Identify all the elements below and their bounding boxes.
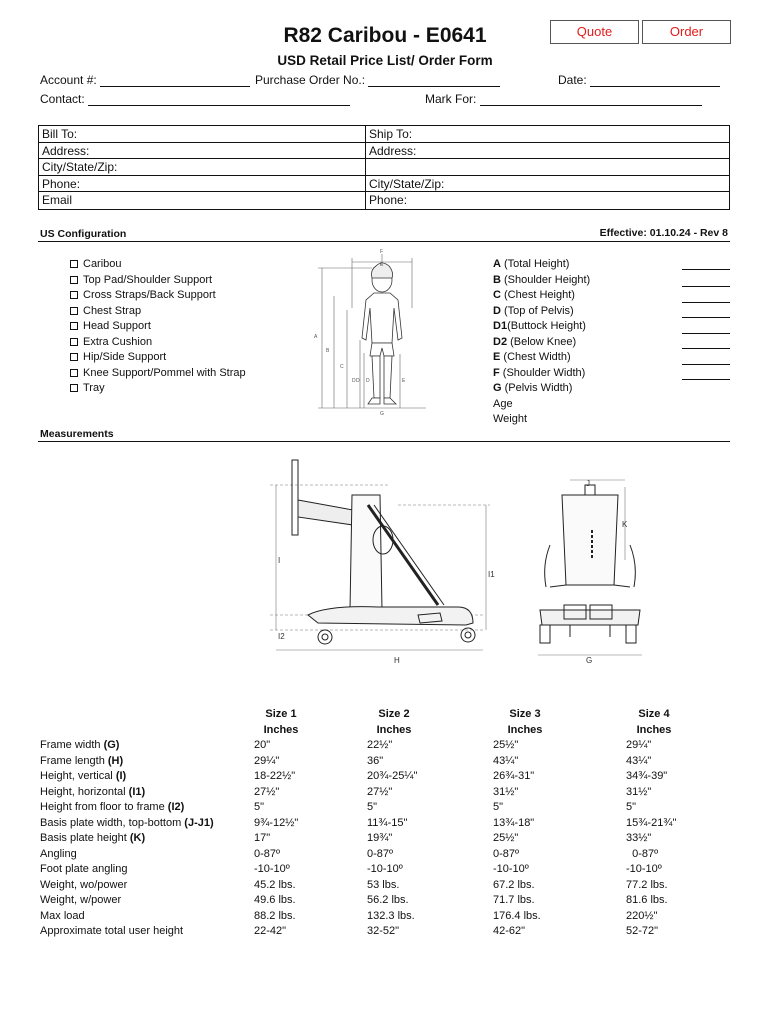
cell: 34¾-39" — [626, 770, 668, 782]
measurement-input-f[interactable] — [682, 379, 730, 380]
contact-field[interactable] — [40, 92, 350, 106]
measurement-f: F (Shoulder Width) — [493, 366, 586, 379]
cell: 9¾-12½" — [254, 816, 299, 829]
cell: 0-87º — [254, 847, 281, 860]
date-field[interactable] — [558, 73, 720, 87]
cell: 88.2 lbs. — [254, 909, 296, 922]
purchase-order-field[interactable] — [255, 73, 500, 87]
account-field[interactable] — [40, 73, 250, 87]
measurement-input-d[interactable] — [682, 317, 730, 318]
option-tray[interactable]: Tray — [70, 381, 246, 397]
cell: 0-87º — [493, 847, 520, 860]
table-row: Frame width (G) — [40, 739, 120, 751]
option-cross-straps[interactable]: Cross Straps/Back Support — [70, 288, 246, 304]
checkbox-icon[interactable] — [70, 338, 78, 346]
cell: 29¼" — [254, 754, 280, 767]
svg-text:C: C — [340, 364, 344, 370]
cell: 22-42" — [254, 925, 287, 937]
measurement-input-d2[interactable] — [682, 348, 730, 349]
bill-to-email-row[interactable]: Email — [42, 193, 73, 208]
mark-for-blank[interactable] — [480, 94, 702, 106]
configuration-heading: US Configuration — [40, 228, 127, 240]
purchase-order-label: Purchase Order No.: — [255, 73, 366, 87]
svg-text:F: F — [380, 249, 384, 255]
effective-date: Effective: 01.10.24 - Rev 8 — [599, 227, 728, 239]
measurement-d2: D2 (Below Knee) — [493, 335, 577, 348]
cell: 43¼" — [493, 754, 519, 767]
spec-labels — [40, 738, 214, 940]
svg-text:D: D — [366, 378, 370, 384]
checkbox-icon[interactable] — [70, 369, 78, 377]
cell: 49.6 lbs. — [254, 894, 296, 906]
mark-for-label: Mark For: — [425, 92, 477, 106]
account-blank[interactable] — [100, 75, 250, 87]
cell: 36" — [367, 754, 384, 767]
options-list — [70, 257, 246, 397]
cell: 13¾-18" — [493, 816, 535, 829]
cell: 56.2 lbs. — [367, 894, 409, 906]
size-3-header: Size 3 Inches — [507, 708, 543, 736]
table-row: Angling — [40, 847, 77, 860]
page-title: R82 Caribou - E0641 — [283, 24, 487, 47]
option-top-pad[interactable]: Top Pad/Shoulder Support — [70, 273, 246, 289]
divider — [38, 241, 730, 242]
cell: 43¼" — [626, 754, 652, 767]
address-table — [38, 125, 730, 210]
cell: -10-10º — [626, 863, 662, 875]
table-row: Height from floor to frame (I2) — [40, 801, 185, 813]
table-row: Max load — [40, 909, 85, 922]
cell: 22½" — [367, 739, 393, 751]
cell: 20¾-25¼" — [367, 770, 418, 782]
date-label: Date: — [558, 73, 587, 87]
ship-to-row[interactable]: Ship To: — [366, 126, 729, 143]
cell: 32-52" — [367, 925, 400, 937]
table-row: Weight, w/power — [40, 894, 122, 906]
cell: 45.2 lbs. — [254, 878, 296, 891]
size-4-values — [626, 738, 676, 940]
option-knee-support[interactable]: Knee Support/Pommel with Strap — [70, 366, 246, 382]
ship-to-phone-row[interactable]: Phone: — [369, 193, 408, 208]
cell: 29¼" — [626, 739, 652, 751]
svg-text:D: D — [356, 378, 360, 384]
table-row: Weight, wo/power — [40, 878, 128, 891]
size-1-header: Size 1 Inches — [263, 708, 299, 736]
checkbox-icon[interactable] — [70, 260, 78, 268]
cell: 17" — [254, 832, 271, 844]
contact-blank[interactable] — [88, 94, 350, 106]
option-head-support[interactable]: Head Support — [70, 319, 246, 335]
measurement-input-d1[interactable] — [682, 333, 730, 334]
option-caribou[interactable]: Caribou — [70, 257, 246, 273]
measurements-heading: Measurements — [40, 428, 114, 440]
table-row: Basis plate width, top-bottom (J-J1) — [40, 816, 214, 829]
label-i1: I1 — [488, 570, 495, 579]
order-button[interactable]: Order — [642, 20, 731, 44]
purchase-order-blank[interactable] — [368, 75, 500, 87]
cell: 31½" — [493, 785, 519, 798]
svg-text:G: G — [380, 411, 384, 417]
cell: 33½" — [626, 832, 652, 844]
bill-to-row[interactable]: Bill To: — [39, 126, 365, 143]
measurement-a: A (Total Height) — [493, 258, 570, 270]
option-chest-strap[interactable]: Chest Strap — [70, 304, 246, 320]
bill-to-city-row[interactable]: City/State/Zip: — [39, 159, 365, 176]
measurement-weight: Weight — [493, 413, 528, 425]
checkbox-icon[interactable] — [70, 384, 78, 392]
label-j: J — [586, 479, 590, 488]
option-hip-support[interactable]: Hip/Side Support — [70, 350, 246, 366]
checkbox-icon[interactable] — [70, 276, 78, 284]
cell: 18-22½" — [254, 770, 296, 782]
measurement-d1: D1(Buttock Height) — [493, 320, 586, 332]
ship-to-column — [366, 126, 729, 209]
svg-text:E: E — [380, 262, 384, 268]
cell: 0-87º — [367, 847, 394, 860]
cell: 77.2 lbs. — [626, 878, 668, 891]
svg-text:E: E — [402, 378, 406, 384]
cell: 42-62" — [493, 925, 526, 937]
cell: 27½" — [254, 785, 280, 798]
label-k: K — [622, 520, 628, 529]
cell: 53 lbs. — [367, 878, 400, 891]
cell: 26¾-31" — [493, 770, 535, 782]
cell: 15¾-21¾" — [626, 816, 677, 829]
quote-button[interactable]: Quote — [550, 20, 639, 44]
cell: 176.4 lbs. — [493, 909, 541, 922]
svg-text:B: B — [326, 348, 330, 354]
cell: 81.6 lbs. — [626, 894, 668, 906]
cell: 132.3 lbs. — [367, 909, 415, 922]
checkbox-icon[interactable] — [70, 291, 78, 299]
table-row: Approximate total user height — [40, 925, 184, 937]
cell: 0-87º — [626, 847, 659, 860]
cell: 5" — [254, 801, 265, 813]
cell: 27½" — [367, 785, 393, 798]
checkbox-icon[interactable] — [70, 307, 78, 315]
cell: 52-72" — [626, 925, 659, 937]
cell: 5" — [367, 801, 378, 813]
label-h: H — [394, 656, 400, 665]
label-i: I — [278, 556, 281, 565]
cell: 5" — [626, 801, 637, 813]
measurement-b: B (Shoulder Height) — [493, 273, 591, 286]
cell: 220½" — [626, 909, 658, 922]
measurement-input-c[interactable] — [682, 302, 730, 303]
cell: 67.2 lbs. — [493, 878, 535, 891]
cell: 25½" — [493, 739, 519, 751]
measurement-input-b[interactable] — [682, 286, 730, 287]
ship-to-city-row[interactable]: City/State/Zip: — [366, 176, 729, 193]
cell: 31½" — [626, 785, 652, 798]
measurement-list — [493, 257, 590, 428]
cell: 11¾-15" — [367, 816, 408, 829]
front-view-diagram — [530, 475, 650, 670]
cell: 19¾" — [367, 832, 393, 844]
bill-to-column — [39, 126, 366, 209]
checkbox-icon[interactable] — [70, 322, 78, 330]
cell: -10-10º — [254, 863, 290, 875]
size-1-values — [254, 738, 298, 940]
size-2-header: Size 2 Inches — [376, 708, 412, 736]
cell: 25½" — [493, 832, 519, 844]
measurement-c: C (Chest Height) — [493, 289, 575, 301]
ship-to-address-row[interactable]: Address: — [366, 143, 729, 160]
table-row: Foot plate angling — [40, 863, 128, 875]
checkbox-icon[interactable] — [70, 353, 78, 361]
cell: -10-10º — [367, 863, 403, 875]
size-3-values — [493, 738, 541, 940]
svg-text:D: D — [352, 378, 356, 384]
date-blank[interactable] — [590, 75, 720, 87]
cell: 20" — [254, 739, 271, 751]
mark-for-field[interactable] — [425, 92, 702, 106]
bill-to-address-row[interactable]: Address: — [39, 143, 365, 160]
cell: 5" — [493, 801, 504, 813]
contact-label: Contact: — [40, 92, 85, 106]
label-i2: I2 — [278, 632, 285, 641]
bill-to-phone-row[interactable]: Phone: — [39, 176, 365, 193]
table-row: Frame length (H) — [40, 754, 124, 767]
table-row: Height, vertical (I) — [40, 770, 127, 782]
page-subtitle: USD Retail Price List/ Order Form — [277, 53, 493, 68]
body-measurement-diagram — [312, 248, 432, 420]
divider — [38, 441, 730, 442]
svg-text:A: A — [314, 334, 318, 340]
table-row: Height, horizontal (I1) — [40, 785, 146, 798]
size-4-header: Size 4 Inches — [636, 708, 672, 736]
measurement-age: Age — [493, 397, 513, 410]
option-extra-cushion[interactable]: Extra Cushion — [70, 335, 246, 351]
ship-to-blank-row[interactable] — [366, 159, 729, 176]
cell: 71.7 lbs. — [493, 894, 535, 906]
side-view-diagram — [268, 455, 498, 670]
measurement-d: D (Top of Pelvis) — [493, 304, 574, 317]
measurement-input-a[interactable] — [682, 269, 730, 270]
measurement-g: G (Pelvis Width) — [493, 382, 573, 394]
table-row: Basis plate height (K) — [40, 832, 146, 844]
measurement-input-e[interactable] — [682, 364, 730, 365]
label-g: G — [586, 656, 593, 665]
cell: -10-10º — [493, 863, 529, 875]
measurement-e: E (Chest Width) — [493, 351, 571, 363]
size-2-values — [367, 738, 417, 940]
account-label: Account #: — [40, 73, 97, 87]
